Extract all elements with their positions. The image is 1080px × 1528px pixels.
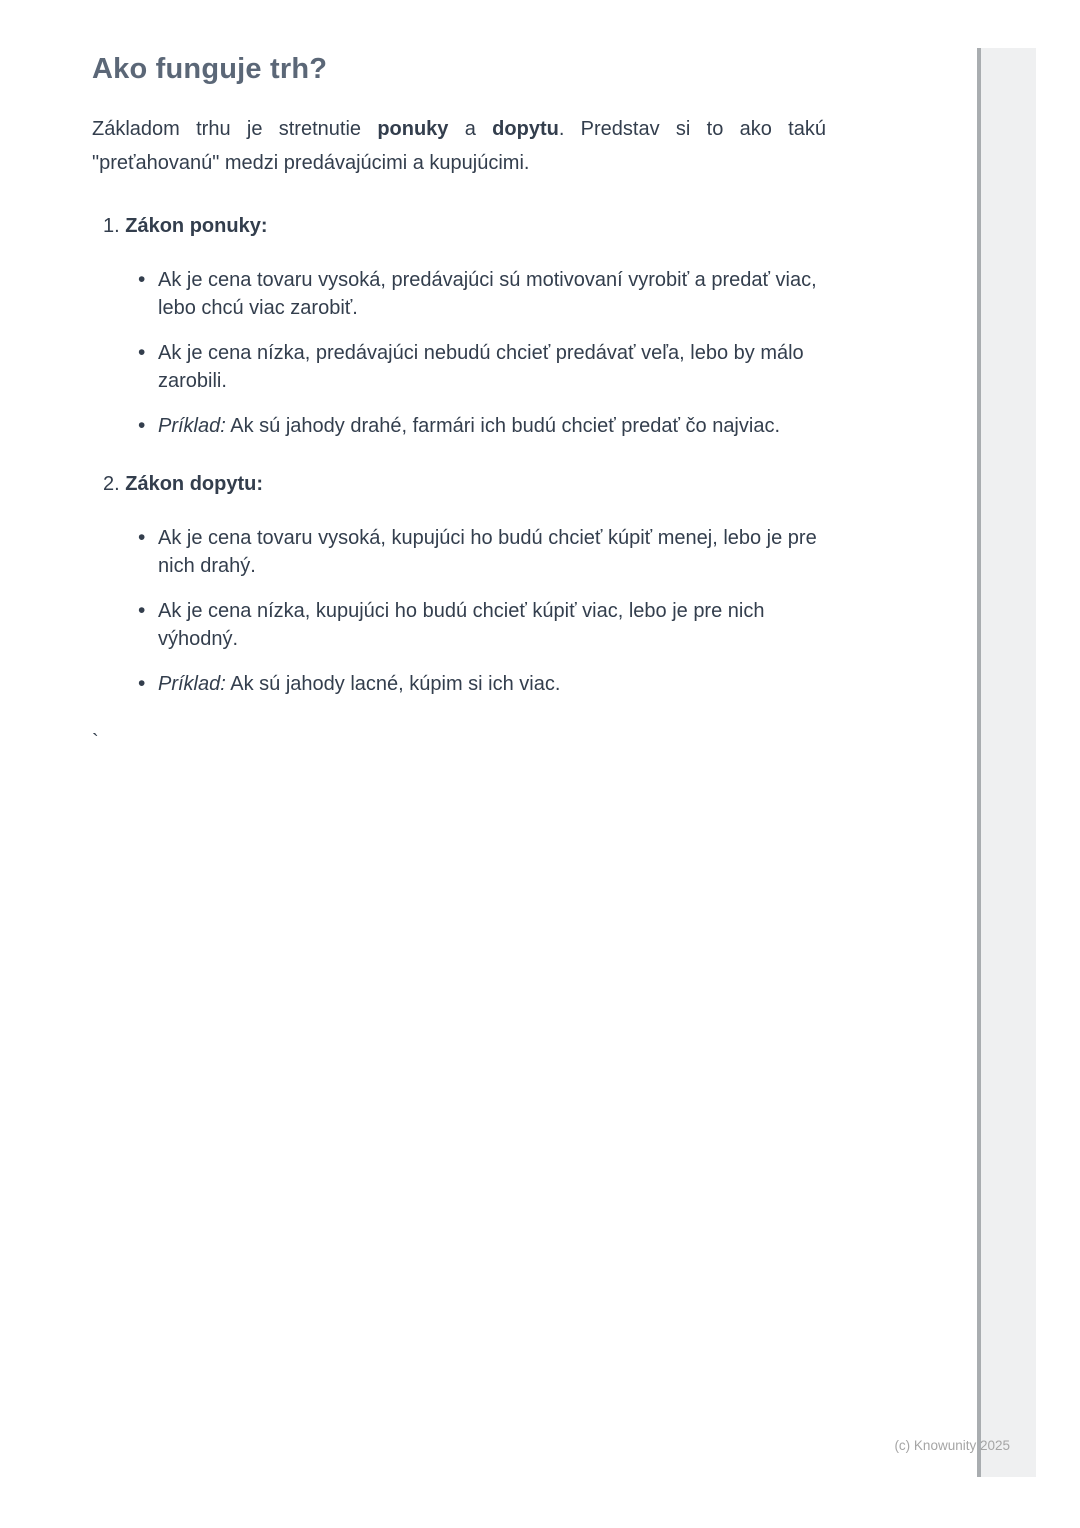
list-number: 2. [103,473,120,495]
list-item [138,597,826,653]
list-item [138,524,826,580]
intro-text-segment: . Predstav si to ako takú "preťahovanú" medzi predávajúcimi a kupujúcimi. [92,118,826,174]
example-label: Príklad: [158,415,226,437]
list-item [138,266,826,322]
intro-text-segment: a [448,118,493,140]
note-content [92,50,826,756]
intro-text-segment: Základom trhu je stretnutie [92,118,378,140]
list-number: 1. [103,215,120,237]
intro-paragraph [92,112,826,180]
stray-backtick: ` [92,731,99,753]
bullet-list [92,266,826,440]
section-heading [92,470,826,498]
list-item [138,412,826,440]
bullet-text: Ak je cena nízka, kupujúci ho budú chcieť kúpiť viac, lebo je pre nich výhodný. [158,600,765,650]
page-title: Ako funguje trh? [92,53,328,85]
bullet-list [92,524,826,698]
bullet-text: Ak je cena nízka, predávajúci nebudú chcieť predávať veľa, lebo by málo zarobili. [158,342,804,392]
section-heading [92,212,826,240]
section-title-label: Zákon dopytu: [125,473,264,495]
bullet-text: Ak je cena tovaru vysoká, predávajúci sú motivovaní vyrobiť a predať viac, lebo chcú viac zarobiť. [158,269,817,319]
bullet-text: Ak sú jahody drahé, farmári ich budú chcieť predať čo najviac. [225,415,781,437]
section-zakon-dopytu [92,470,826,698]
bold-term-ponuky: ponuky [377,118,449,140]
list-item [138,339,826,395]
copyright-note: (c) Knowunity 2025 [894,1438,1010,1453]
bullet-text: Ak sú jahody lacné, kúpim si ich viac. [225,673,561,695]
section-title-label: Zákon ponuky: [125,215,268,237]
scrollbar-track[interactable] [977,48,1036,1477]
bold-term-dopytu: dopytu [492,118,559,140]
list-item [138,670,826,698]
section-zakon-ponuky [92,212,826,440]
example-label: Príklad: [158,673,226,695]
bullet-text: Ak je cena tovaru vysoká, kupujúci ho budú chcieť kúpiť menej, lebo je pre nich drahý. [158,527,817,577]
